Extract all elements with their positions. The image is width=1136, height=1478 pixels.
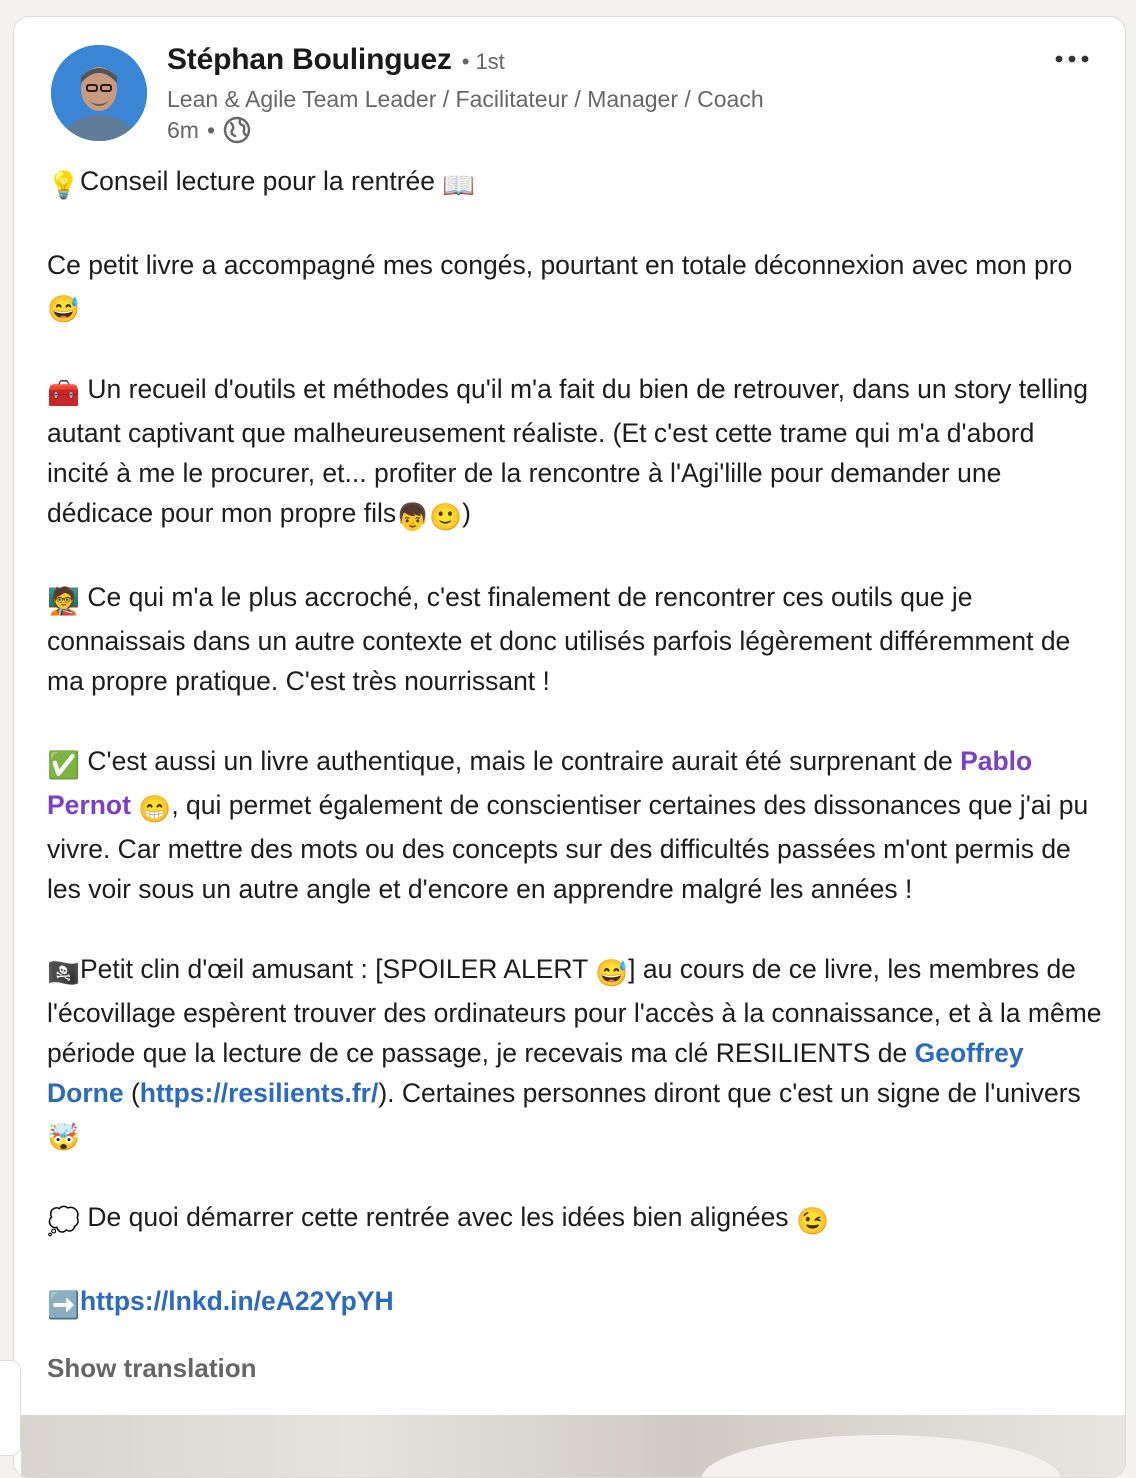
check-mark-icon: ✅ [47,750,80,780]
right-arrow-icon: ➡️ [47,1290,80,1320]
post-paragraph [47,1281,1102,1325]
author-headline: Lean & Agile Team Leader / Facilitateur / Manager / Coach [167,86,764,112]
lightbulb-icon: 💡 [47,170,80,200]
post-card [13,16,1126,1478]
post-image[interactable] [21,1415,1126,1478]
show-translation-button[interactable]: Show translation [47,1353,257,1383]
sweat-smile-icon: 😅 [595,958,629,988]
short-link[interactable]: https://lnkd.in/eA22YpYH [80,1286,394,1316]
post-paragraph: 🧰 Un recueil d'outils et méthodes qu'il m'a fait du bien de retrouver, dans un story telling autant captivant que malheureusement réaliste. (Et c'est cette trame qui m'a d'abord incité à me le procurer, et... profiter de la rencontre à l'Agi'lille pour demander une dédicace pour mon propre fils👦🙂) [47,369,1102,537]
author-block [167,43,764,146]
post-paragraph: 💭 De quoi démarrer cette rentrée avec les idées bien alignées 😉 [47,1197,1102,1241]
post-time: 6m [167,116,199,143]
post-paragraph: 🏴‍☠️Petit clin d'œil amusant : [SPOILER ALERT 😅] au cours de ce livre, les membres de l'écovillage espèrent trouver des ordinateurs pour l'accès à la connaissance, et à la même période que la lecture de ce passage, je recevais ma clé RESILIENTS de Geoffrey Dorne (https://resilients.fr/). Certaines personnes diront que c'est un signe de l'univers 🤯 [47,949,1102,1157]
exploding-head-icon: 🤯 [47,1122,80,1152]
globe-icon [223,116,251,144]
wink-icon: 😉 [795,1206,829,1236]
more-options-icon[interactable] [1051,45,1093,73]
mention-pablo-pernot[interactable]: Pablo Pernot [47,746,1033,820]
separator-dot: • [461,49,470,74]
post-paragraph: 🧑‍🏫 Ce qui m'a le plus accroché, c'est finalement de rencontrer ces outils que je connaissais dans un autre contexte et donc utilisés parfois légèrement différemment de ma propre pratique. C'est très nourrissant ! [47,582,1071,696]
connection-degree: 1st [475,49,505,74]
post-text [47,161,1102,1365]
thought-bubble-icon: 💭 [47,1206,80,1236]
post-paragraph: Ce petit livre a accompagné mes congés, pourtant en totale déconnexion avec mon pro 😅 [47,245,1102,329]
resilients-link[interactable]: https://resilients.fr/ [139,1078,379,1108]
mention-geoffrey-dorne[interactable]: Geoffrey Dorne [47,1038,1024,1108]
toolbox-icon: 🧰 [47,378,80,408]
side-panel-edge [0,1360,21,1456]
child-icon: 👦 [396,502,430,532]
pirate-flag-icon: 🏴‍☠️ [47,958,80,988]
separator-dot: • [206,116,216,143]
grin-icon: 😁 [138,794,172,824]
post-meta [167,114,764,146]
teacher-icon: 🧑‍🏫 [47,586,80,616]
slight-smile-icon: 🙂 [429,502,463,532]
author-name[interactable]: Stéphan Boulinguez [167,43,452,76]
author-avatar[interactable] [51,45,147,141]
post-paragraph: 💡Conseil lecture pour la rentrée 📖 [47,161,1102,205]
book-icon: 📖 [442,170,476,200]
post-paragraph: ✅ C'est aussi un livre authentique, mais le contraire aurait été surprenant de Pablo Pernot 😁, qui permet également de conscientiser certaines des dissonances que j'ai pu vivre. Car mettre des mots ou des concepts sur des difficultés passées m'ont permis de les voir sous un autre angle et d'encore en apprendre malgré les années ! [47,746,1089,904]
sweat-smile-icon: 😅 [47,294,80,324]
image-detail [701,1435,1061,1478]
